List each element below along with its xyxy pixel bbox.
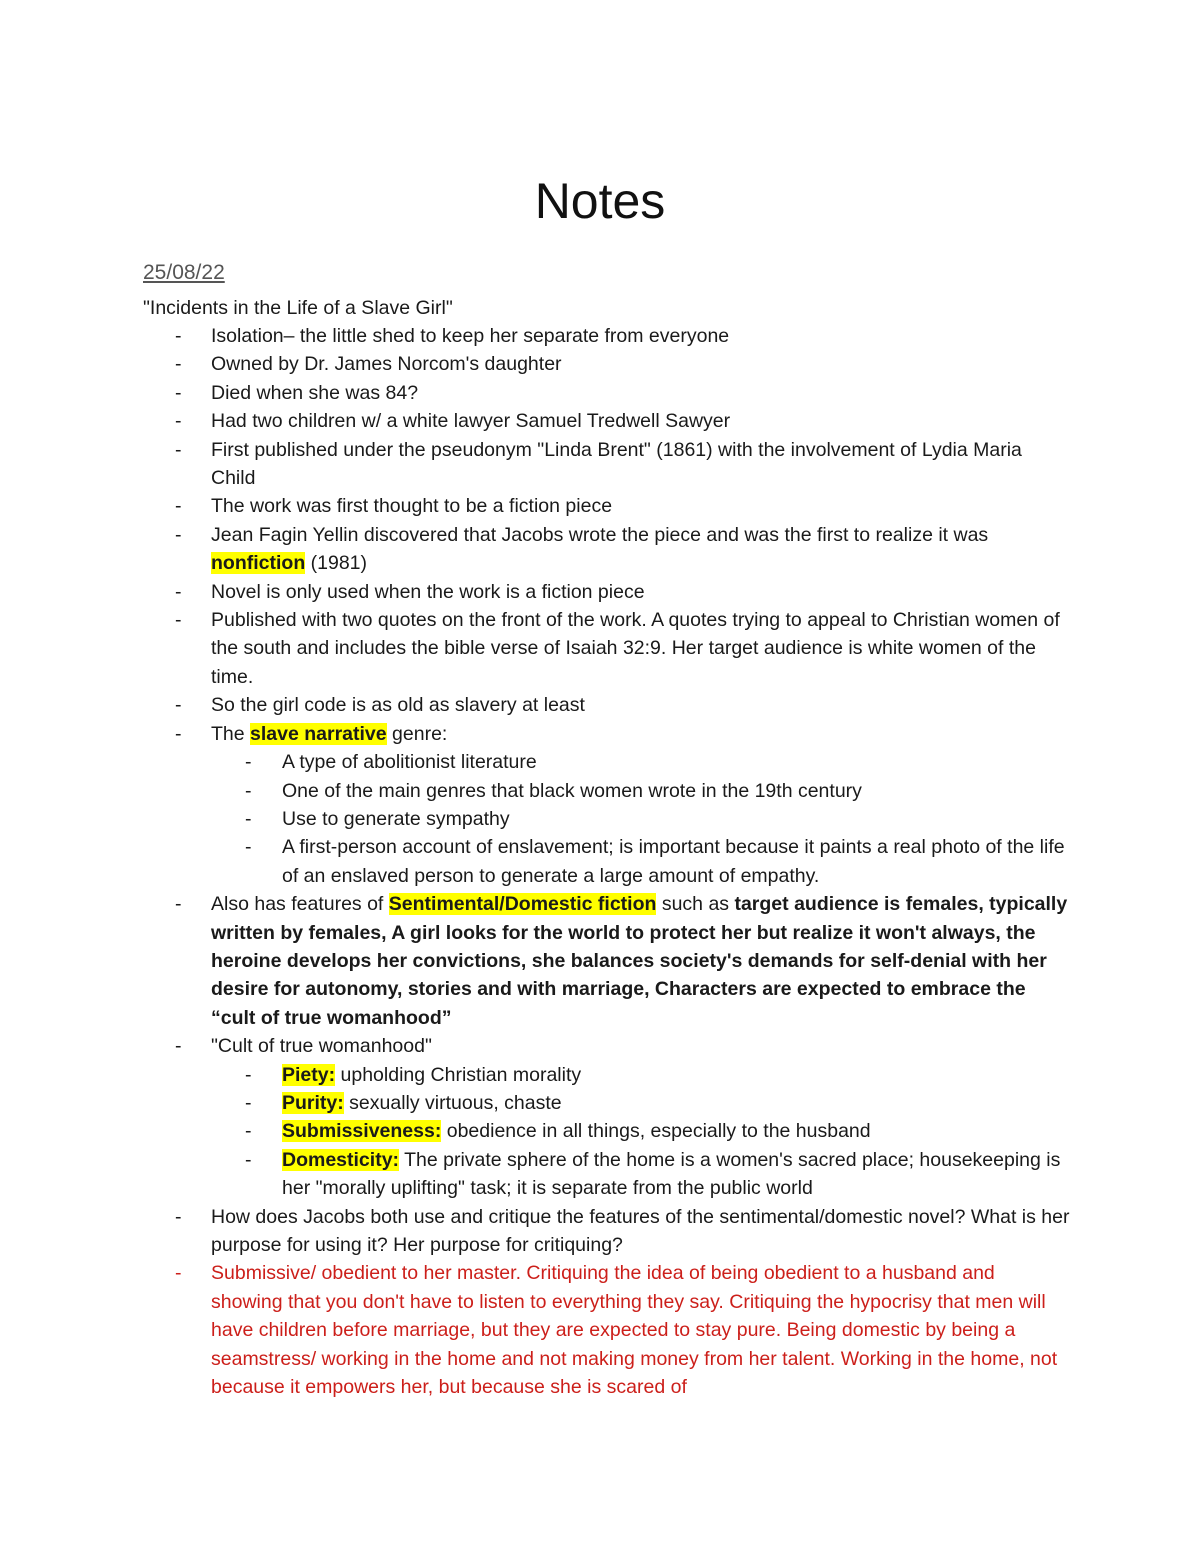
item-text: Novel is only used when the work is a fiction piece [211, 580, 645, 603]
bullet-dash: - [175, 325, 182, 347]
bullet-dash: - [175, 1035, 182, 1058]
bullet-dash: - [245, 1120, 252, 1143]
list-item [0, 379, 1071, 407]
highlighted-term: Piety: [282, 1063, 336, 1086]
item-text: The work was first thought to be a fiction piece [211, 495, 613, 518]
list-item [0, 350, 1071, 378]
bullet-dash: - [175, 1262, 182, 1285]
list-item [0, 890, 1071, 1032]
item-text: Died when she was 84? [211, 381, 419, 404]
item-text: Owned by Dr. James Norcom's daughter [211, 353, 562, 376]
highlighted-term: slave narrative [250, 722, 387, 745]
bullet-dash: - [175, 580, 182, 603]
list-item [0, 691, 1071, 719]
bullet-dash: - [175, 893, 182, 916]
item-text: Isolation– the little shed to keep her separate from everyone [211, 325, 730, 347]
highlighted-term: Domesticity: [282, 1148, 400, 1171]
bullet-dash: - [175, 609, 182, 632]
list-item [0, 521, 1071, 578]
bullet-dash: - [245, 836, 252, 859]
list-item [0, 407, 1071, 435]
list-item [0, 606, 1071, 691]
item-text: The private sphere of the home is a women's sacred place; housekeeping is her "morally uplifting" task; it is separate from the public world [282, 1148, 1061, 1200]
item-text: Published with two quotes on the front of the work. A quotes trying to appeal to Christian women of the south and includes the bible verse of Isaiah 32:9. Her target audience is white women of the time. [211, 609, 1060, 688]
notes-list [0, 322, 1200, 1401]
list-item [0, 492, 1071, 520]
list-item [0, 1032, 1071, 1060]
sub-list-item [0, 1117, 1072, 1145]
bullet-dash: - [175, 495, 182, 518]
item-text: Use to generate sympathy [282, 807, 510, 830]
highlighted-term: nonfiction [211, 552, 306, 575]
work-title: "Incidents in the Life of a Slave Girl" [143, 297, 453, 319]
item-text: How does Jacobs both use and critique the features of the sentimental/domestic novel? What is her purpose for using it? Her purpose for critiquing? [211, 1205, 1070, 1256]
item-text: upholding Christian morality [335, 1063, 582, 1086]
list-item-answer [0, 1259, 1071, 1401]
sub-list-item [0, 833, 1072, 890]
list-item [0, 1203, 1071, 1260]
sub-list-item [0, 805, 1072, 833]
item-text: such as [656, 893, 735, 916]
item-text: sexually virtuous, chaste [343, 1091, 562, 1114]
item-text: obedience in all things, especially to the husband [441, 1120, 871, 1143]
sub-list-item [0, 1061, 1072, 1089]
page-title: Notes [534, 173, 666, 229]
bullet-dash: - [175, 381, 182, 404]
item-text: A first-person account of enslavement; is important because it paints a real photo of the life of an enslaved person to generate a large amount of empathy. [282, 836, 1065, 887]
item-text: A type of abolitionist literature [282, 751, 537, 774]
highlighted-term: Purity: [282, 1091, 344, 1114]
bullet-dash: - [245, 1091, 252, 1114]
bullet-dash: - [175, 523, 182, 546]
highlighted-term: Sentimental/Domestic fiction [388, 893, 657, 916]
item-text: Had two children w/ a white lawyer Samuel Tredwell Sawyer [211, 410, 731, 433]
list-item [0, 720, 1071, 748]
bold-text: target audience is females, typically written by females, A girl looks for the world to protect her but realize it won't always, the heroine develops her convictions, she balances society's demands for self-denial with her desire for autonomy, stories and with marriage, Characters are expected to embrace the “cult of true womanhood” [211, 893, 1068, 1029]
item-text: (1981) [305, 552, 368, 575]
item-text: genre: [386, 722, 448, 745]
sub-list-item [0, 1146, 1072, 1203]
bullet-dash: - [245, 1063, 252, 1086]
list-item [0, 578, 1071, 606]
bullet-dash: - [175, 694, 182, 717]
item-text: The [211, 722, 251, 745]
sub-list-item [0, 748, 1072, 776]
bullet-dash: - [245, 1148, 252, 1171]
item-text: Submissive/ obedient to her master. Critiquing the idea of being obedient to a husband and showing that you don't have to listen to everything they say. Critiquing the hypocrisy that men will have children before marriage, but they are expected to stay pure. Being domestic by being a seamstress/ working in the home and not making money from her talent. Working in the home, not because it empowers her, but because she is scared of [211, 1262, 1058, 1399]
date-heading: 25/08/22 [143, 261, 225, 284]
item-text: Also has features of [211, 893, 389, 916]
bullet-dash: - [245, 751, 252, 774]
item-text: First published under the pseudonym "Linda Brent" (1861) with the involvement of Lydia Maria Child [211, 438, 1022, 490]
bullet-dash: - [175, 722, 182, 745]
bullet-dash: - [245, 779, 252, 802]
bullet-dash: - [245, 807, 252, 830]
bullet-dash: - [175, 410, 182, 433]
list-item [0, 436, 1071, 493]
list-item [0, 322, 1071, 350]
bullet-dash: - [175, 438, 182, 461]
sub-list-item [0, 777, 1072, 805]
bullet-dash: - [175, 353, 182, 376]
bullet-dash: - [175, 1205, 182, 1228]
highlighted-term: Submissiveness: [282, 1120, 442, 1143]
item-text: One of the main genres that black women wrote in the 19th century [282, 779, 862, 802]
item-text: Jean Fagin Yellin discovered that Jacobs wrote the piece and was the first to realize it was [211, 523, 989, 546]
item-text: So the girl code is as old as slavery at least [211, 694, 585, 717]
sub-list-item [0, 1089, 1072, 1117]
item-text: "Cult of true womanhood" [211, 1035, 432, 1058]
